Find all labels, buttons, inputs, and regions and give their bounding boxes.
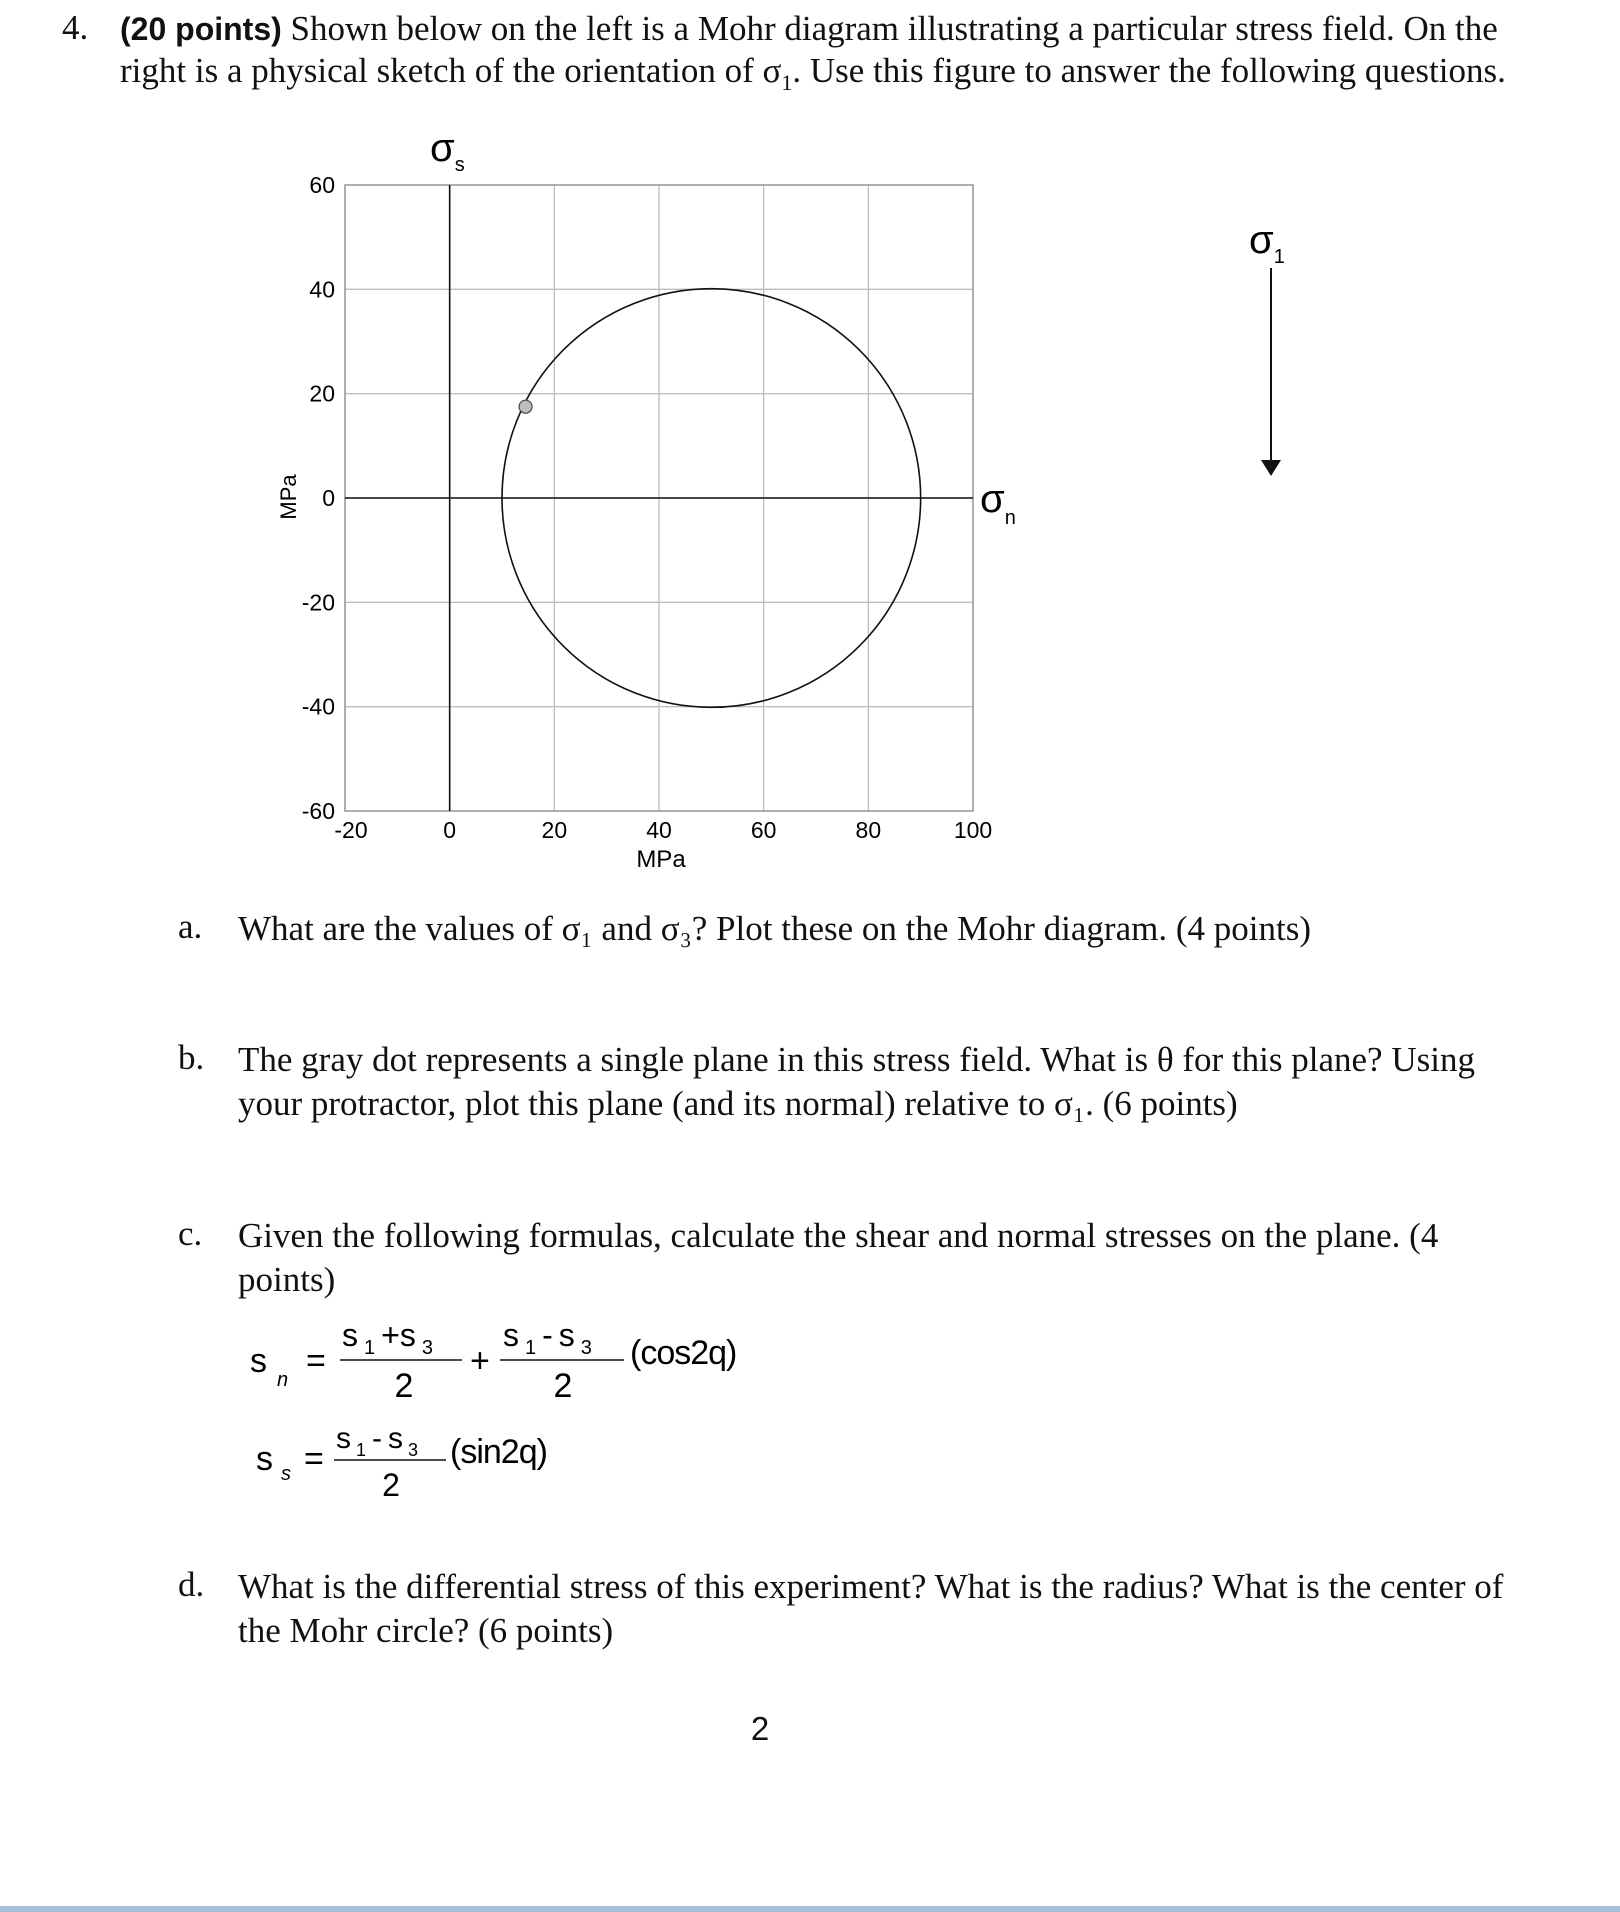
frac1-s1-sub: 1 xyxy=(364,1337,376,1359)
sfrac-op: - xyxy=(372,1422,383,1455)
x-tick-label: 0 xyxy=(443,817,457,843)
figure-area xyxy=(0,0,1620,900)
frac2-op: - xyxy=(542,1317,553,1353)
intro-sigma-sub: 1 xyxy=(781,70,793,95)
y-tick-label: -60 xyxy=(301,798,335,824)
sigma1-sub: 1 xyxy=(1273,246,1285,268)
x-tick-label: -20 xyxy=(334,817,368,843)
frac2-s3-sub: 3 xyxy=(580,1337,592,1359)
shear-frac-denominator: 2 xyxy=(382,1467,400,1503)
intro-text-2: . Use this figure to answer the following questions. xyxy=(792,51,1506,90)
x-tick-label: 60 xyxy=(750,817,777,843)
part-b-text: The gray dot represents a single plane in this stress field. What is θ for this plane? Using your protractor, plot this plane (and its normal) relative to σ₁. (6 points) xyxy=(238,1040,1475,1123)
intro-text-1: Shown below on the left is a Mohr diagram illustrating a particular stress field. On the right is a physical sketch of the orientation of σ xyxy=(120,9,1498,90)
ss-equals: = xyxy=(304,1440,324,1478)
sfrac-s1: s xyxy=(336,1422,351,1455)
normal-sub: n xyxy=(1004,507,1016,529)
frac2-s1: s xyxy=(503,1317,519,1353)
part-a-letter: a. xyxy=(178,907,203,946)
frac2-s1-sub: 1 xyxy=(525,1337,537,1359)
part-b-letter: b. xyxy=(178,1038,205,1077)
sigma1-sketch xyxy=(1249,218,1285,476)
x-axis-label: MPa xyxy=(636,846,686,873)
x-tick-labels xyxy=(334,817,992,843)
normal-axis-symbol xyxy=(980,477,1016,529)
y-tick-label: -40 xyxy=(301,693,335,720)
normal-sigma: σ xyxy=(980,477,1005,521)
ss-sub: s xyxy=(281,1463,291,1485)
sn-main: s xyxy=(250,1342,267,1380)
sn-lhs xyxy=(250,1342,288,1391)
frac2-numerator xyxy=(503,1317,592,1359)
frac1-op: + xyxy=(381,1317,400,1353)
shear-frac-numerator xyxy=(336,1422,418,1460)
question-points: (20 points) xyxy=(120,11,282,47)
y-tick-label: 0 xyxy=(322,485,335,511)
frac1-s1: s xyxy=(342,1317,358,1353)
y-tick-label: 60 xyxy=(309,172,335,198)
frac2-s3: s xyxy=(558,1317,575,1353)
sigma1-symbol: σ xyxy=(1249,218,1274,262)
sfrac-s3: s xyxy=(388,1422,404,1455)
shear-sigma: σ xyxy=(430,126,455,170)
question-number: 4. xyxy=(62,8,89,47)
sin-term: (sin2q) xyxy=(450,1433,547,1471)
shear-stress-formula xyxy=(256,1422,547,1503)
x-tick-label: 20 xyxy=(541,817,568,843)
frac2-denominator: 2 xyxy=(553,1367,573,1405)
shear-sub: s xyxy=(454,154,465,176)
sn-equals: = xyxy=(306,1342,326,1380)
sigma1-label xyxy=(1249,218,1285,268)
x-tick-label: 100 xyxy=(953,817,993,843)
part-d-text: What is the differential stress of this experiment? What is the radius? What is the center of the Mohr circle? (6 points) xyxy=(238,1567,1504,1650)
plane-gray-dot xyxy=(519,400,532,413)
formulas xyxy=(0,1310,900,1510)
y-tick-label: 20 xyxy=(309,380,335,407)
normal-stress-formula xyxy=(250,1317,736,1405)
y-tick-label: -20 xyxy=(301,589,335,616)
sfrac-s1-sub: 1 xyxy=(356,1440,367,1460)
sigma1-arrow-head xyxy=(1261,460,1281,476)
cos-term: (cos2q) xyxy=(630,1334,737,1372)
bottom-border xyxy=(0,1906,1620,1912)
x-tick-label: 80 xyxy=(855,817,882,843)
frac1-s3: s xyxy=(399,1317,416,1353)
x-tick-label: 40 xyxy=(646,817,672,843)
shear-axis-symbol xyxy=(430,126,465,176)
ss-main: s xyxy=(256,1440,273,1478)
y-tick-label: 40 xyxy=(309,276,335,303)
formula-plus: + xyxy=(470,1342,490,1380)
sn-sub: n xyxy=(277,1369,289,1391)
frac1-denominator: 2 xyxy=(394,1367,414,1405)
part-c-text: Given the following formulas, calculate the shear and normal stresses on the plane. (4 points) xyxy=(238,1216,1439,1299)
y-axis-label: MPa xyxy=(276,474,301,520)
sfrac-s3-sub: 3 xyxy=(408,1440,419,1460)
y-tick-labels xyxy=(302,172,335,824)
frac1-s3-sub: 3 xyxy=(421,1337,433,1359)
part-c-letter: c. xyxy=(178,1214,203,1253)
frac1-numerator xyxy=(342,1317,433,1359)
part-a-text: What are the values of σ₁ and σ₃? Plot these on the Mohr diagram. (4 points) xyxy=(238,909,1311,948)
page-number: 2 xyxy=(750,1710,770,1747)
ss-lhs xyxy=(256,1440,291,1485)
part-d-letter: d. xyxy=(178,1565,205,1604)
